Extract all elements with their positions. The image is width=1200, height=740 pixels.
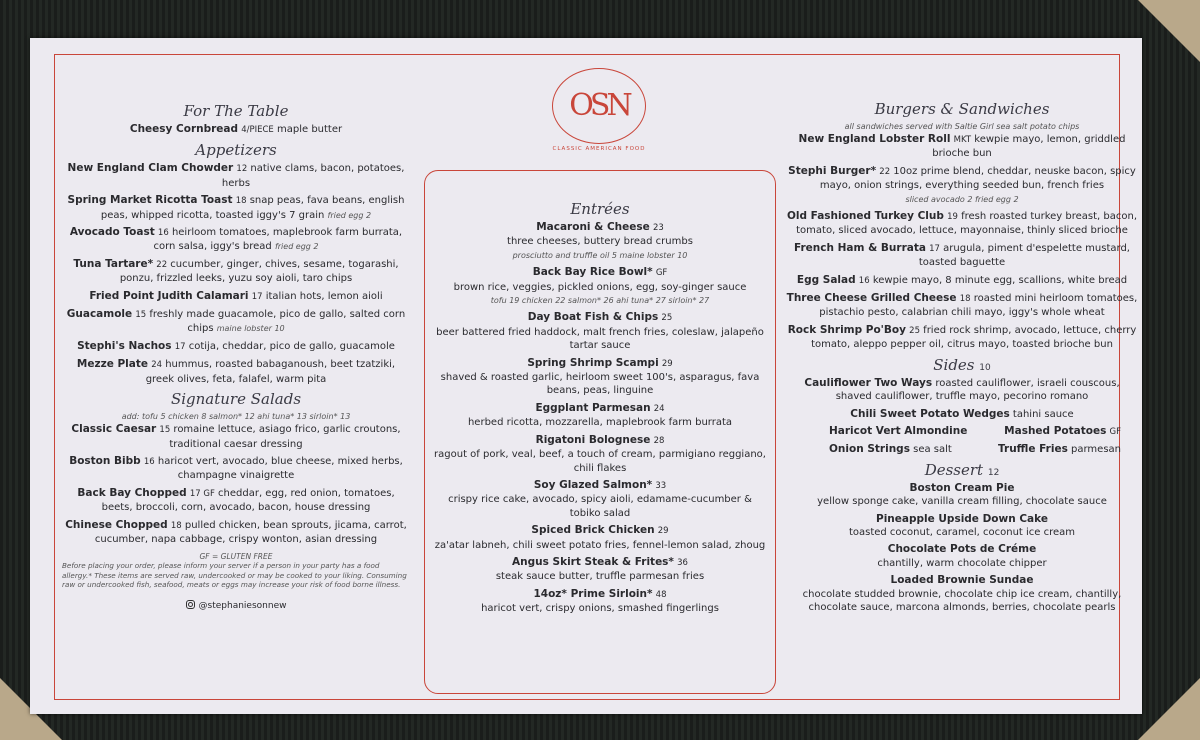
corner-protector [1138, 678, 1200, 740]
menu-item [62, 226, 410, 254]
item-name: Mezze Plate [76, 358, 148, 371]
item-name: Classic Caesar [71, 423, 157, 436]
item-price: 28 [653, 435, 665, 446]
item-name: Egg Salad [796, 273, 856, 286]
item-name: Fried Point Judith Calamari [89, 289, 249, 302]
menu-item [432, 556, 768, 584]
item-desc: roasted cauliflower, israeli couscous, shaved cauliflower, truffle mayo, pecorino romano [835, 377, 1120, 403]
salads-list [62, 423, 410, 546]
item-price: 16 [143, 456, 155, 467]
item-name: Haricot Vert Almondine [829, 424, 968, 437]
item-name: Three Cheese Grilled Cheese [786, 292, 957, 305]
item-price: 25 [909, 325, 920, 336]
item-name: Macaroni & Cheese [536, 221, 650, 233]
item-price: 18 [959, 294, 971, 305]
menu-item [432, 266, 768, 307]
item-desc: sea salt [913, 444, 952, 456]
item-desc: chocolate studded brownie, chocolate chip ice cream, chantilly, chocolate sauce, marcona almonds, berries, chocolate pearls [802, 588, 1122, 613]
item-desc: kewpie mayo, 8 minute egg, scallions, white bread [872, 274, 1128, 286]
item-price: GF [1109, 426, 1121, 437]
item-desc: crispy rice cake, avocado, spicy aioli, edamame-cucumber & tobiko salad [448, 494, 752, 519]
item-price: 16 [858, 275, 870, 286]
side-item [785, 408, 1139, 421]
side-item [785, 377, 1139, 404]
item-price: 17 [174, 341, 186, 352]
item-option: fried egg 2 [274, 242, 319, 252]
item-name: Tuna Tartare* [73, 257, 154, 270]
menu-item [62, 340, 410, 354]
item-desc: kewpie mayo, lemon, griddled brioche bun [932, 134, 1126, 160]
instagram-icon [186, 600, 195, 609]
item-option: tofu 19 chicken 22 salmon* 26 ahi tuna* 27 sirloin* 27 [490, 296, 710, 306]
menu-item [62, 487, 410, 515]
dessert-list [785, 482, 1139, 615]
item-name: New England Clam Chowder [67, 162, 234, 175]
menu-item [785, 242, 1139, 270]
item-price: 4/PIECE [241, 125, 274, 135]
item-desc: cheddar, egg, red onion, tomatoes, beets, broccoli, corn, avocado, bacon, house dressing [101, 487, 395, 514]
section-title-salads: Signature Salads [170, 390, 302, 409]
item-desc: romaine lettuce, asiago frico, garlic croutons, traditional caesar dressing [169, 424, 401, 450]
menu-item [432, 402, 768, 430]
menu-item [62, 162, 410, 190]
item-desc: snap peas, fava beans, english peas, whipped ricotta, toasted iggy's 7 grain [100, 195, 405, 221]
menu-item [432, 357, 768, 398]
dessert-title: Dessert [924, 460, 984, 479]
item-price: 24 [151, 360, 163, 371]
item-name: Stephi's Nachos [77, 339, 172, 352]
item-price: MKT [953, 135, 972, 145]
burgers-subtitle: all sandwiches served with Saltie Girl sea salt potato chips [844, 122, 1080, 131]
burgers-list [785, 133, 1139, 352]
entrees-column [432, 196, 768, 620]
section-title-sides [785, 356, 1139, 374]
menu-item [432, 479, 768, 520]
entrees-list [432, 221, 768, 616]
item-price: 17 [929, 243, 940, 254]
item-name: Spring Shrimp Scampi [527, 356, 659, 369]
item-price: 16 [157, 228, 169, 239]
item-price: 18 [235, 196, 247, 207]
menu-item [62, 290, 410, 304]
menu-item [62, 258, 410, 286]
item-desc: brown rice, veggies, pickled onions, egg, soy-ginger sauce [453, 281, 747, 293]
item-desc: shaved & roasted garlic, heirloom sweet 100's, asparagus, fava beans, peas, linguine [440, 372, 760, 397]
item-desc: fried rock shrimp, avocado, lettuce, cherry tomato, aleppo pepper oil, citrus mayo, toasted brioche bun [811, 324, 1137, 351]
item-name: French Ham & Burrata [794, 241, 926, 254]
item-price: 15 [159, 425, 171, 436]
menu-item [785, 324, 1139, 352]
item-price: 48 [655, 589, 667, 600]
item-price: 17 GF [189, 488, 215, 499]
item-desc: cotija, cheddar, pico de gallo, guacamole [188, 340, 395, 352]
section-title-entrees: Entrées [570, 200, 630, 218]
item-name: Chinese Chopped [65, 518, 168, 531]
menu-item [432, 588, 768, 616]
item-price: 23 [652, 223, 664, 233]
menu-item [62, 123, 410, 137]
item-name: Spring Market Ricotta Toast [67, 194, 233, 207]
item-name: 14oz* Prime Sirloin* [533, 587, 653, 600]
item-name: Soy Glazed Salmon* [533, 478, 653, 491]
item-name: Onion Strings [829, 443, 910, 456]
item-desc: italian hots, lemon aioli [265, 290, 383, 302]
logo-mark: OSN [569, 88, 629, 123]
instagram-text: @stephaniesonnew [198, 600, 287, 611]
dessert-price: 12 [987, 467, 1000, 478]
item-desc: haricot vert, crispy onions, smashed fingerlings [481, 603, 719, 615]
item-desc: haricot vert, avocado, blue cheese, mixed herbs, champagne vinaigrette [157, 455, 403, 482]
menu-item [62, 455, 410, 483]
allergy-note: Before placing your order, please inform your server if a person in your party has a food allergy.* These items are served raw, undercooked or may be cooked to your liking. Consuming raw or undercooked fish, seafood, meats or eggs may increase your risk of food borne illness. [62, 561, 407, 590]
item-name: Rigatoni Bolognese [535, 433, 651, 446]
item-desc: toasted coconut, caramel, coconut ice cream [848, 526, 1076, 538]
menu-item [62, 194, 410, 222]
item-price: 18 [170, 520, 182, 531]
item-price: 22 [156, 259, 168, 270]
corner-protector [1138, 0, 1200, 62]
item-price: 19 [947, 212, 958, 223]
item-name: Back Bay Chopped [77, 486, 187, 499]
item-name: Eggplant Parmesan [535, 401, 651, 414]
appetizers-list [62, 162, 410, 386]
menu-item [785, 165, 1139, 206]
sides-title: Sides [933, 355, 975, 374]
item-desc: freshly made guacamole, pico de gallo, salted corn chips [149, 309, 406, 335]
item-desc: parmesan [1071, 444, 1121, 456]
item-name: Pineapple Upside Down Cake [876, 512, 1048, 525]
menu-item [62, 423, 410, 451]
section-title-for-the-table: For The Table [183, 102, 289, 120]
item-name: Cheesy Cornbread [129, 123, 239, 135]
item-option: sliced avocado 2 fried egg 2 [905, 194, 1019, 204]
item-name: New England Lobster Roll [798, 133, 951, 145]
restaurant-logo [546, 68, 652, 154]
menu-item [785, 513, 1139, 540]
item-name: Avocado Toast [69, 226, 155, 239]
item-name: Cauliflower Two Ways [804, 376, 933, 389]
item-name: Day Boat Fish & Chips [527, 311, 659, 324]
item-desc: chantilly, warm chocolate chipper [877, 557, 1047, 569]
item-option: maine lobster 10 [216, 324, 285, 334]
item-desc: 10oz prime blend, cheddar, neuske bacon, spicy mayo, onion strings, everything seeded bun, french fries [819, 165, 1136, 192]
item-desc: tahini sauce [1012, 408, 1074, 420]
menu-item [432, 221, 768, 262]
item-desc: pulled chicken, bean sprouts, jicama, carrot, cucumber, napa cabbage, crispy wonton, asian dressing [94, 519, 407, 545]
item-name: Spiced Brick Chicken [531, 524, 655, 537]
gf-note: GF = GLUTEN FREE [199, 552, 273, 562]
item-name: Old Fashioned Turkey Club [786, 210, 944, 223]
instagram-handle [62, 600, 410, 611]
menu-item [62, 308, 410, 336]
item-desc: herbed ricotta, mozzarella, maplebrook farm burrata [467, 417, 733, 429]
item-price: 22 [879, 166, 891, 177]
menu-item [785, 210, 1139, 238]
item-option: fried egg 2 [327, 210, 372, 220]
menu-item [785, 133, 1139, 161]
section-title-burgers: Burgers & Sandwiches [874, 100, 1050, 118]
item-price: 29 [661, 358, 673, 369]
item-desc: native clams, bacon, potatoes, herbs [221, 163, 405, 189]
menu-item [785, 543, 1139, 570]
item-desc: arugula, piment d'espelette mustard, toasted baguette [918, 242, 1130, 269]
section-title-dessert [785, 461, 1139, 479]
item-price: 33 [655, 480, 667, 491]
item-price: 36 [677, 557, 688, 568]
item-desc: steak sauce butter, truffle parmesan fries [495, 571, 705, 583]
item-desc: maple butter [277, 124, 343, 135]
item-price: 15 [135, 310, 147, 321]
item-name: Loaded Brownie Sundae [890, 574, 1034, 587]
item-name: Angus Skirt Steak & Frites* [512, 555, 674, 568]
item-desc: cucumber, ginger, chives, sesame, togarashi, ponzu, frizzled leeks, yuzu soy aioli, taro chips [119, 258, 399, 285]
item-desc: fresh roasted turkey breast, bacon, tomato, sliced avocado, lettuce, mayonnaise, thinly sliced brioche [796, 211, 1138, 237]
item-desc: ragout of pork, veal, beef, a touch of cream, parmigiano reggiano, chili flakes [434, 449, 766, 474]
item-name: Truffle Fries [998, 443, 1068, 456]
item-desc: yellow sponge cake, vanilla cream filling, chocolate sauce [817, 496, 1107, 508]
menu-item [62, 358, 410, 386]
item-name: Stephi Burger* [788, 164, 877, 177]
item-desc: heirloom tomatoes, maplebrook farm burrata, corn salsa, iggy's bread [153, 227, 403, 253]
item-desc: roasted mini heirloom tomatoes, pistachio pesto, calabrian chili mayo, iggy's whole wheat [819, 293, 1138, 319]
side-item-pair [785, 443, 1139, 456]
item-price: 24 [653, 403, 665, 414]
item-name: Guacamole [66, 308, 133, 321]
item-name: Chocolate Pots de Créme [887, 543, 1037, 556]
side-item-pair [785, 425, 1139, 439]
item-name: Chili Sweet Potato Wedges [850, 407, 1010, 420]
sides-price: 10 [979, 362, 991, 373]
menu-item [785, 574, 1139, 614]
menu-item [62, 519, 410, 547]
menu-item [785, 274, 1139, 288]
section-title-appetizers: Appetizers [195, 141, 277, 160]
item-option: prosciutto and truffle oil 5 maine lobster 10 [512, 250, 688, 260]
menu-item [785, 292, 1139, 320]
item-price: GF [655, 268, 668, 279]
item-name: Boston Cream Pie [909, 481, 1015, 494]
logo-subtitle: CLASSIC AMERICAN FOOD [552, 146, 646, 152]
item-price: 17 [251, 291, 263, 302]
menu-item [432, 434, 768, 475]
item-name: Mashed Potatoes [1004, 424, 1107, 437]
menu-item [785, 482, 1139, 509]
item-price: 12 [236, 164, 248, 175]
menu-item [432, 311, 768, 352]
item-name: Rock Shrimp Po'Boy [787, 323, 906, 336]
salad-addons: add: tofu 5 chicken 8 salmon* 12 ahi tuna* 13 sirloin* 13 [121, 412, 351, 422]
menu-item [432, 524, 768, 552]
item-desc: hummus, roasted babaganoush, beet tzatziki, greek olives, feta, falafel, warm pita [145, 359, 396, 385]
item-price: 25 [661, 313, 673, 324]
item-price: 29 [657, 526, 669, 537]
left-column [62, 98, 410, 611]
item-desc: three cheeses, buttery bread crumbs [507, 236, 693, 248]
right-column [785, 96, 1139, 618]
item-desc: za'atar labneh, chili sweet potato fries, fennel-lemon salad, zhoug [434, 539, 766, 551]
item-name: Back Bay Rice Bowl* [532, 266, 653, 279]
item-desc: beer battered fried haddock, malt french fries, coleslaw, jalapeño tartar sauce [436, 326, 764, 352]
item-name: Boston Bibb [69, 454, 141, 467]
